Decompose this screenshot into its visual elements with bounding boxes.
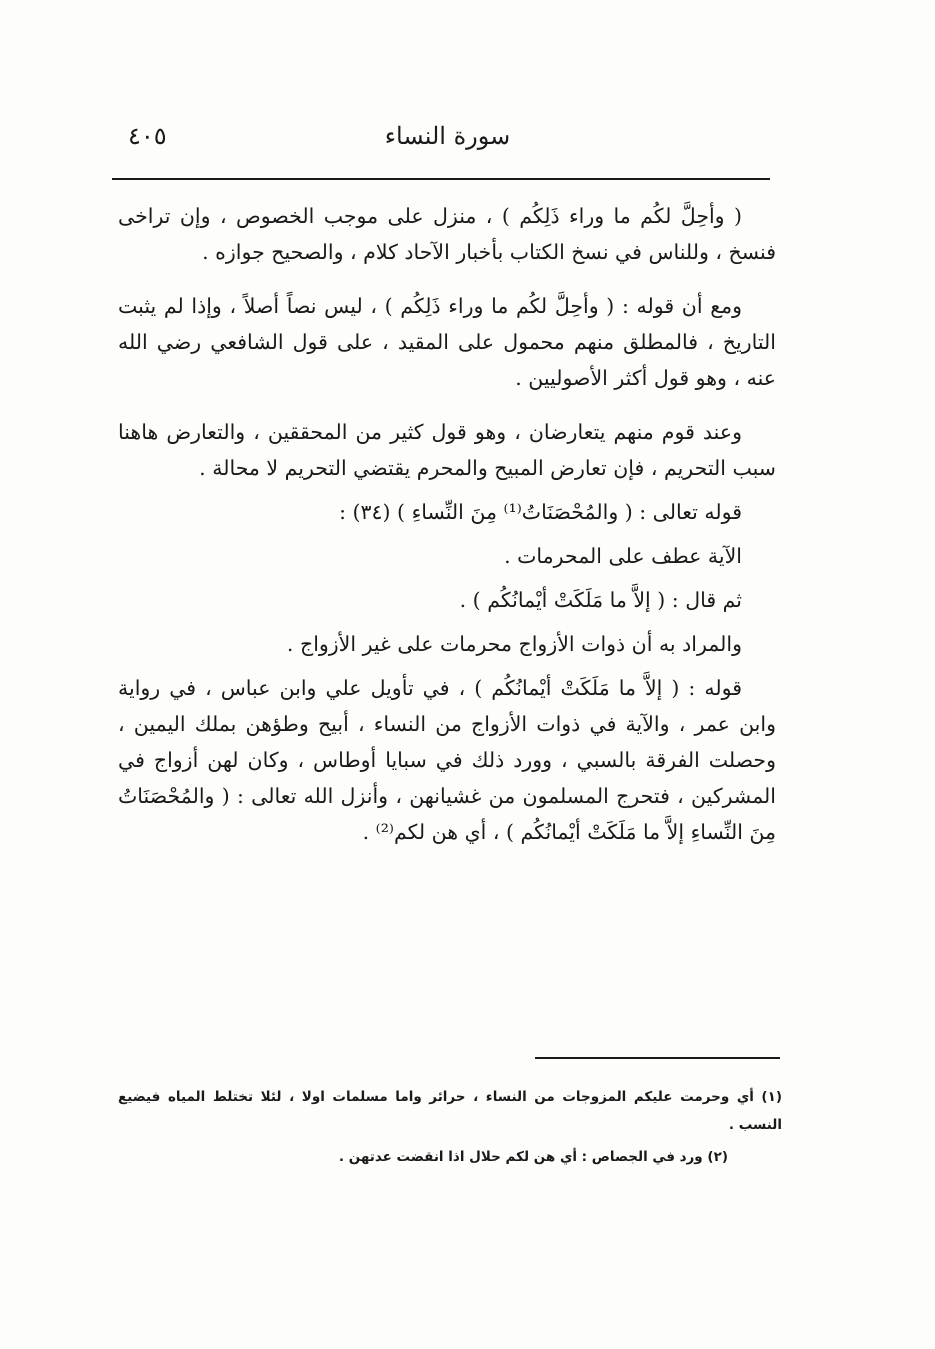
footnote-2: (٢) ورد في الجصاص : أي هن لكم حلال اذا انقضت عدتهن .	[338, 1149, 728, 1165]
paragraph: والمراد به أن ذوات الأزواج محرمات على غير الأزواج .	[286, 632, 742, 656]
paragraph: قوله : ( إلاَّ ما مَلَكَتْ أيْمانُكُم ) ، في تأويل علي وابن عباس ، في رواية وابن عمر ، والآية في ذوات الأزواج من النساء ، أبيح وطؤهن بملك اليمين ، وحصلت الفرقة بالسبي ، وورد ذلك في سبايا أوطاس ، وكان لهن أزواج في المشركين ، فتحرج المسلمون من غشيانهن ، وأنزل الله تعالى : ( والمُحْصَنَاتُ مِنَ النِّساءِ إلاَّ ما مَلَكَتْ أيْمانُكُم ) ، أي هن لكم⁽²⁾ .	[118, 676, 776, 844]
page-header	[110, 118, 785, 168]
paragraph: الآية عطف على المحرمات .	[504, 544, 742, 568]
footnotes	[118, 1083, 782, 1175]
surah-title: سورة النساء	[384, 122, 511, 150]
footnote-1: (١) أي وحرمت عليكم المزوجات من النساء ، حرائر واما مسلمات اولا ، لئلا تختلط المياه فيضيع النسب .	[118, 1089, 782, 1133]
paragraph: ( وأحِلَّ لكُم ما وراء ذَلِكُم ) ، منزل على موجب الخصوص ، وإن تراخى فنسخ ، وللناس في نسخ الكتاب بأخبار الآحاد كلام ، والصحيح جوازه .	[118, 204, 776, 264]
footnote-divider	[535, 1057, 780, 1059]
paragraph: وعند قوم منهم يتعارضان ، وهو قول كثير من المحققين ، والتعارض هاهنا سبب التحريم ، فإن تعارض المبيح والمحرم يقتضي التحريم لا محالة .	[118, 420, 776, 480]
page-number: ٤٠٥	[128, 122, 167, 150]
verse-heading: قوله تعالى : ( والمُحْصَنَاتُ⁽¹⁾ مِنَ النِّساءِ ) (٣٤) :	[339, 500, 742, 524]
body-text	[118, 198, 776, 868]
paragraph: ومع أن قوله : ( وأحِلَّ لكُم ما وراء ذَلِكُم ) ، ليس نصاً أصلاً ، وإذا لم يثبت التاريخ ، فالمطلق منهم محمول على المقيد ، على قول الشافعي رضي الله عنه ، وهو قول أكثر الأصوليين .	[118, 294, 776, 390]
header-divider	[112, 178, 770, 180]
paragraph: ثم قال : ( إلاَّ ما مَلَكَتْ أيْمانُكُم ) .	[459, 588, 742, 612]
